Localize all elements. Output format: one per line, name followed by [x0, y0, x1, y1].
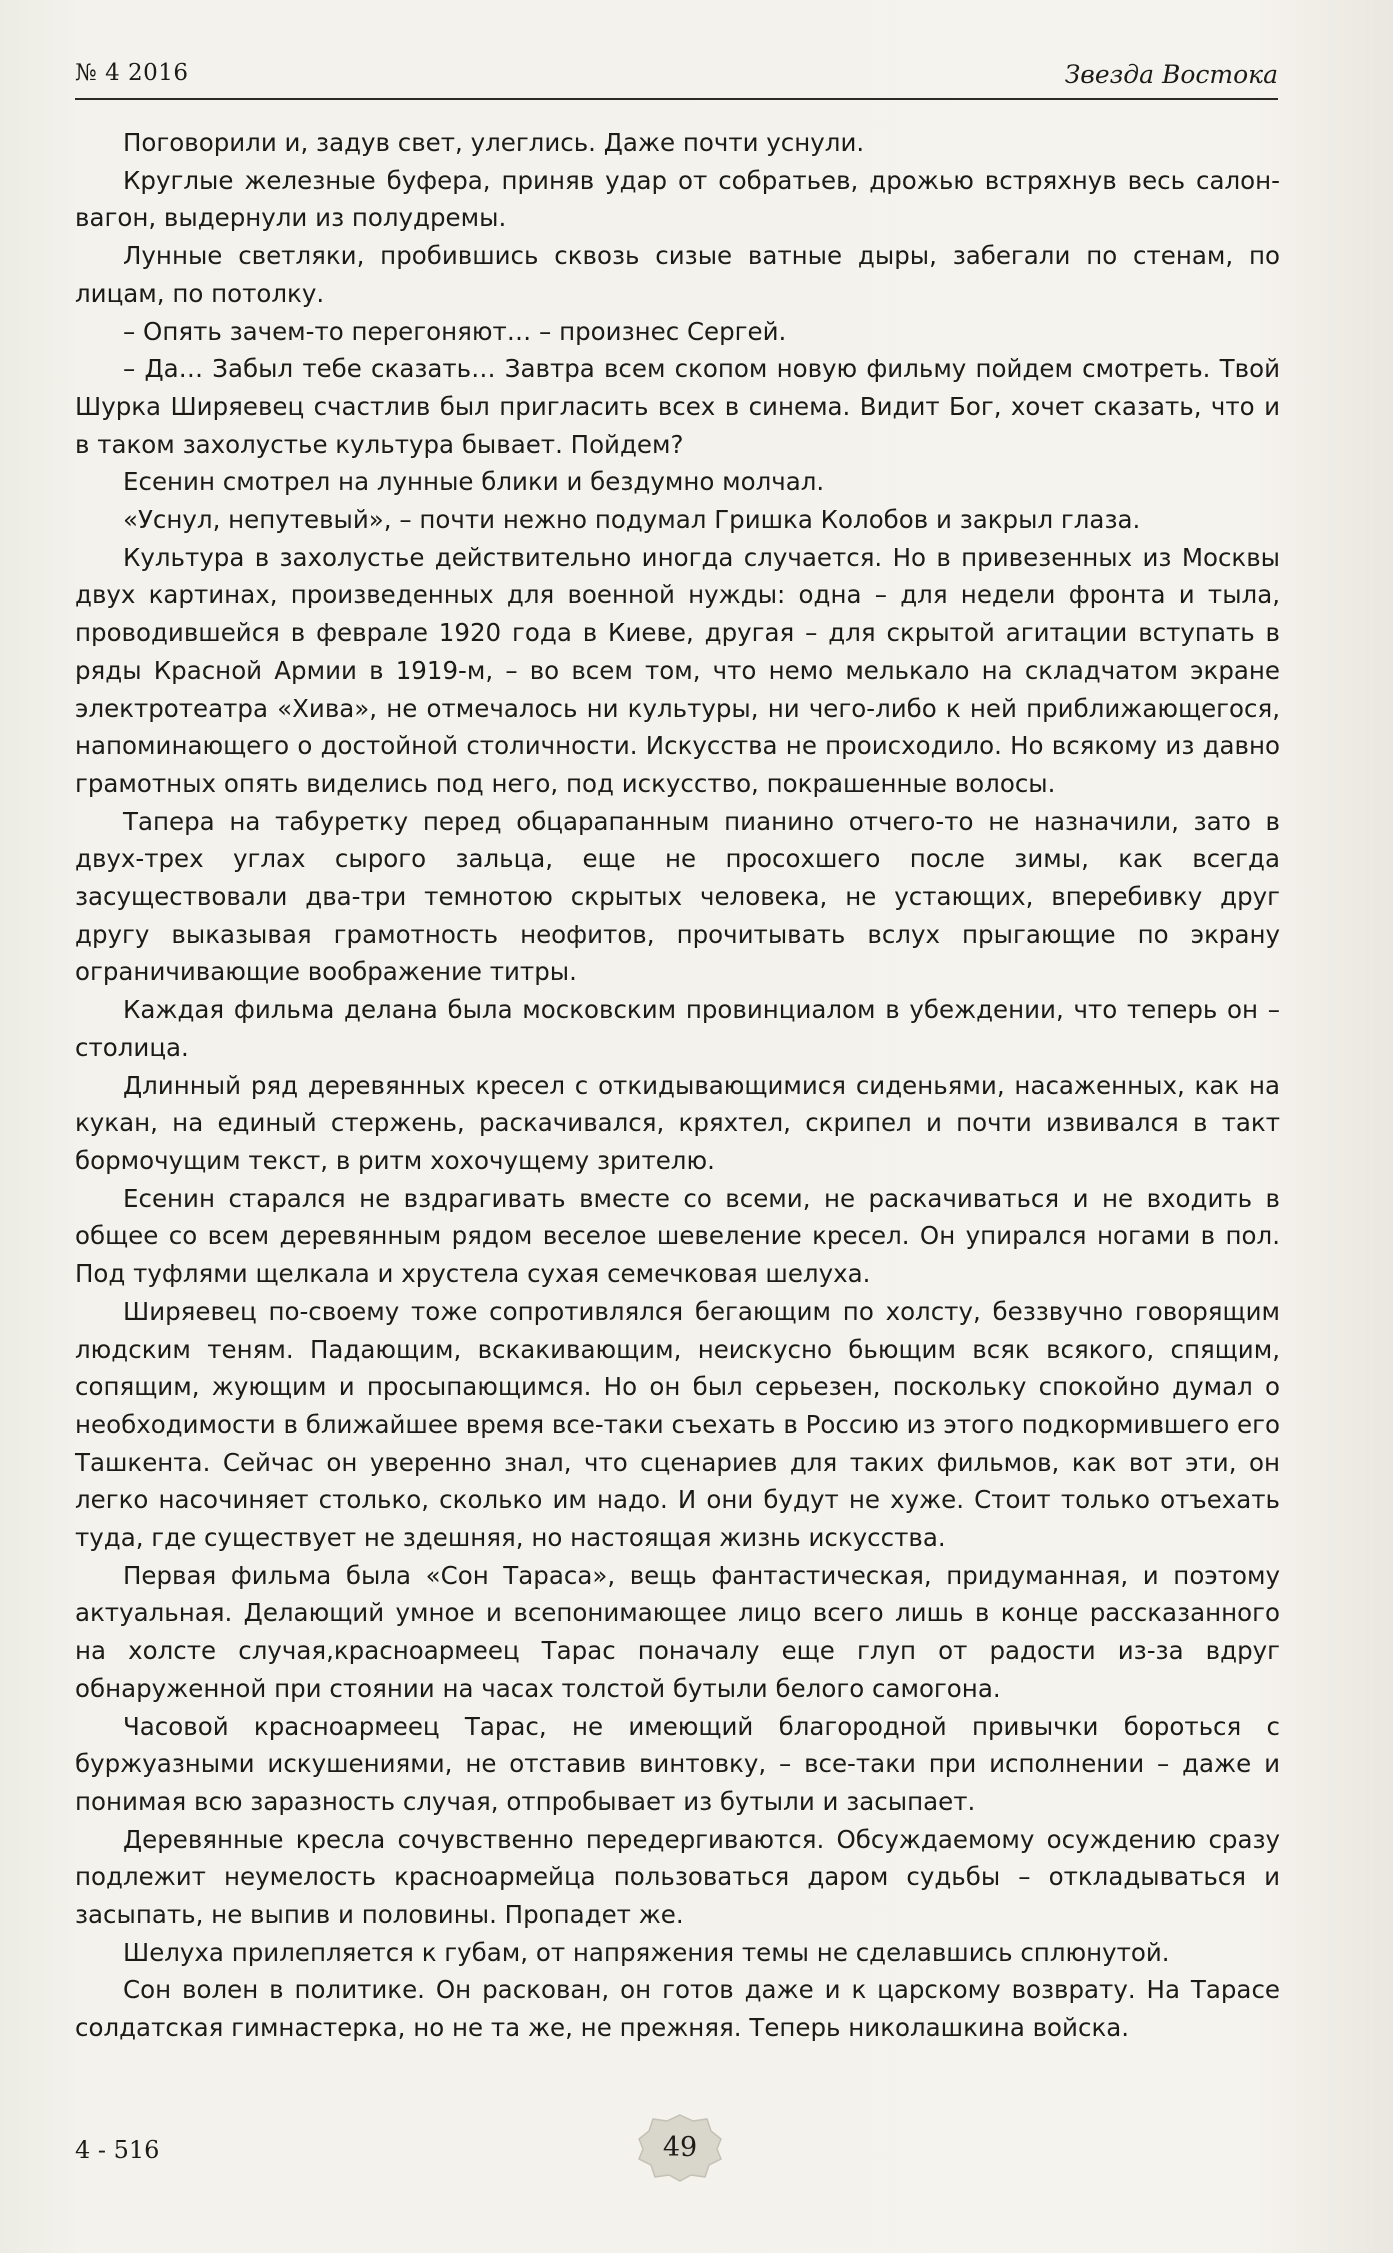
paragraph: Часовой красноармеец Тарас, не имеющий благородной привычки бороться с буржуазными искушениями, не отставив винтовку, – все-таки при исполнении – даже и понимая всю заразность случая, отпробывает из бутыли и засыпает.: [75, 1711, 1280, 1816]
paragraph: Первая фильма была «Сон Тараса», вещь фантастическая, придуманная, и поэтому актуальная. Делающий умное и всепонимающее лицо всего лишь в конце рассказанного на холсте случая,красноармеец Тарас поначалу еще глуп от радости из-за вдруг обнаруженной при стоянии на часах толстой бутыли белого самогона.: [75, 1560, 1280, 1703]
paragraph: – Опять зачем-то перегоняют… – произнес Сергей.: [123, 316, 787, 346]
paragraph: Есенин старался не вздрагивать вместе со всеми, не раскачиваться и не входить в общее со всем деревянным рядом веселое шевеление кресел. Он упирался ногами в пол. Под туфлями щелкала и хрустела сухая семечковая шелуха.: [75, 1183, 1280, 1289]
issue-number: № 4 2016: [75, 60, 189, 86]
paragraph: Длинный ряд деревянных кресел с откидывающимися сиденьями, насаженных, как на кукан, на единый стержень, раскачивался, кряхтел, скрипел и почти извивался в такт бормочущим текст, в ритм хохочущему зрителю.: [75, 1070, 1280, 1175]
paragraph: Круглые железные буфера, приняв удар от собратьев, дрожью встряхнув весь салон-вагон, выдернули из полудремы.: [75, 165, 1280, 233]
paragraph: Культура в захолустье действительно иногда случается. Но в привезенных из Москвы двух картинах, произведенных для военной нужды: одна – для недели фронта и тыла, проводившейся в феврале 1920 года в Киеве, другая – для скрытой агитации вступать в ряды Красной Армии в 1919-м, – во всем том, что немо мелькало на складчатом экране электротеатра «Хива», не отмечалось ни культуры, ни чего-либо к ней приближающегося, напоминающего о достойной столичности. Искусства не происходило. Но всякому из давно грамотных опять виделись под него, под искусство, покрашенные волосы.: [75, 542, 1280, 798]
printer-signature: 4 - 516: [75, 2136, 160, 2164]
paragraph: Тапера на табуретку перед обцарапанным пианино отчего-то не назначили, зато в двух-трех углах сырого зальца, еще не просохшего после зимы, как всегда засуществовали два-три темнотою скрытых человека, не устающих, вперебивку друг другу выказывая грамотность неофитов, прочитывать вслух прыгающие по экрану ограничивающие воображение титры.: [75, 806, 1280, 987]
page-number-badge: [637, 2113, 723, 2183]
page-number: 49: [662, 2132, 698, 2163]
paragraph: Есенин смотрел на лунные блики и бездумно молчал.: [123, 467, 825, 497]
paragraph: – Да… Забыл тебе сказать… Завтра всем скопом новую фильму пойдем смотреть. Твой Шурка Ширяевец счастлив был пригласить всех в синема. Видит Бог, хочет сказать, что и в таком захолустье культура бывает. Пойдем?: [75, 354, 1280, 459]
running-header: [75, 58, 1278, 100]
paragraph: «Уснул, непутевый», – почти нежно подумал Гришка Колобов и закрыл глаза.: [123, 505, 1141, 535]
paragraph: Поговорили и, задув свет, улеглись. Даже почти уснули.: [123, 128, 865, 157]
paragraph: Каждая фильма делана была московским провинциалом в убеждении, что теперь он – столица.: [75, 995, 1280, 1062]
paragraph: Сон волен в политике. Он раскован, он готов даже и к царскому возврату. На Тарасе солдатская гимнастерка, но не та же, не прежняя. Теперь николашкина войска.: [75, 1975, 1280, 2043]
paragraph: Шелуха прилепляется к губам, от напряжения темы не сделавшись сплюнутой.: [123, 1937, 1170, 1967]
paragraph: Деревянные кресла сочувственно передергиваются. Обсуждаемому осуждению сразу подлежит неумелость красноармейца пользоваться даром судьбы – откладываться и засыпать, не выпив и половины. Пропадет же.: [75, 1824, 1280, 1930]
journal-title: Звезда Востока: [1064, 60, 1278, 89]
article-body: [75, 124, 1280, 2047]
paragraph: Ширяевец по-своему тоже сопротивлялся бегающим по холсту, беззвучно говорящим людским теням. Падающим, вскакивающим, неискусно бьющим всяк всякого, спящим, сопящим, жующим и просыпающимся. Но он был серьезен, поскольку спокойно думал о необходимости в ближайшее время все-таки съехать в Россию из этого подкормившего его Ташкента. Сейчас он уверенно знал, что сценариев для таких фильмов, как вот эти, он легко насочиняет столько, сколько им надо. И они будут не хуже. Стоит только отъехать туда, где существует не здешняя, но настоящая жизнь искусства.: [75, 1296, 1280, 1553]
paragraph: Лунные светляки, пробившись сквозь сизые ватные дыры, забегали по стенам, по лицам, по потолку.: [75, 241, 1280, 308]
